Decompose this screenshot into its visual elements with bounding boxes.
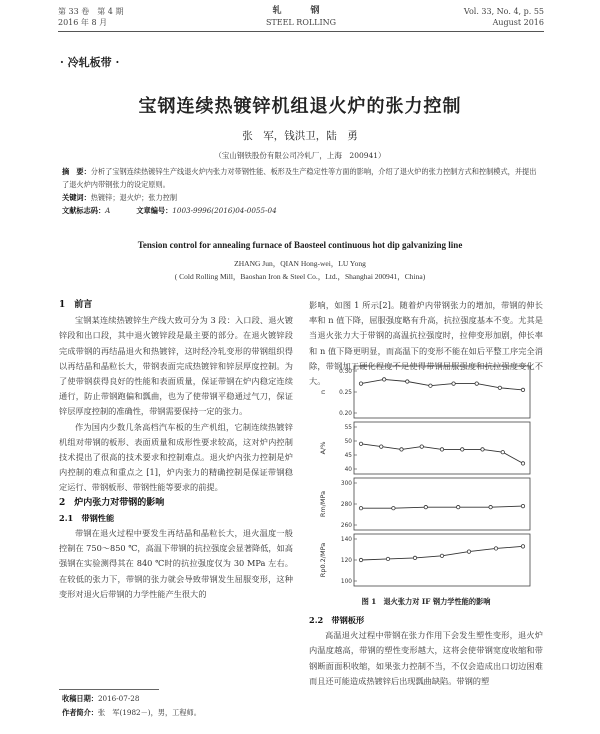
- y-tick-label: 280: [340, 502, 352, 509]
- y-tick-label: 100: [340, 579, 352, 586]
- y-tick-label: 45: [344, 453, 352, 460]
- author-value: 张 军(1982－)，男，工程师。: [97, 708, 201, 717]
- body-column-left: [59, 298, 293, 602]
- data-point: [420, 445, 423, 448]
- data-point: [489, 505, 492, 508]
- section-heading-1: 1 前言: [59, 300, 93, 310]
- series-line: [361, 546, 523, 560]
- running-header: [58, 6, 544, 32]
- data-point: [392, 507, 395, 510]
- title-en: Tension control for annealing furnace of Baosteel continuous hot dip galvanizing line: [137, 240, 463, 250]
- data-point: [481, 448, 484, 451]
- data-point: [521, 545, 524, 548]
- y-axis-label: A/%: [319, 441, 327, 455]
- clc-label: 文献标志码：: [62, 206, 106, 215]
- footnotes: [62, 692, 201, 720]
- abstract-label: 摘 要：: [62, 167, 91, 176]
- data-point: [424, 505, 427, 508]
- section-heading-2: 2 炉内张力对带钢的影响: [59, 497, 165, 508]
- y-tick-label: 300: [340, 481, 352, 488]
- paragraph: 作为国内少数几条高档汽车板的生产机组，它制连续热镀锌机组对带钢的板形、表面质量和成形性要求较高，这对炉内控制技术提出了很高的技术要求和控制难点。退火炉内张力控制是炉内控制的难点和重点之 [1]，炉内张力的精确控制是保证带钢稳定运行、带钢板形、带钢性能等要求的前提。: [59, 421, 293, 493]
- clc-value: A: [105, 206, 111, 215]
- authors-cn: 张 军，钱洪卫，陆 勇: [242, 130, 358, 142]
- data-point: [359, 382, 362, 385]
- affiliation-en: ( Cold Rolling Mill，Baoshan Iron & Steel Co.，Ltd.，Shanghai 200941，China): [174, 272, 426, 281]
- author-bio: [62, 706, 201, 720]
- paragraph: 带钢在退火过程中要发生再结晶和晶粒长大，退火温度一般控制在 750～850 ℃，高温下带钢的抗拉强度会显著降低，如高强钢在实验测得其在 840 ℃时的抗拉强度仅为 30 MPa 左右。在较低的张力下，带钢的张力就会导致带钢发生屈服变形，这种变形对退火后带钢的力学性能产生很大的: [59, 528, 293, 599]
- affiliation-cn: （宝山钢铁股份有限公司冷轧厂，上海 200941）: [214, 151, 386, 160]
- series-line: [361, 444, 523, 464]
- data-point: [380, 445, 383, 448]
- data-point: [521, 504, 524, 507]
- date-en: August 2016: [492, 18, 544, 27]
- series-line: [361, 506, 523, 508]
- data-point: [359, 442, 362, 445]
- data-point: [467, 550, 470, 553]
- data-point: [457, 505, 460, 508]
- paragraph: 宝钢某连续热镀锌生产线大致可分为 3 段：入口段、退火镀锌段和出口段，其中退火镀锌段是最主要的部分。在退火镀锌段完成带钢的再结晶退火和热镀锌，这时经冷轧变形的带钢组织得以再结晶和晶粒长大，带钢表面完成热镀锌和锌层厚度控制。为了使带钢获得良好的性能和表面质量，保证带钢在炉内稳定连续通行，防止带钢跑偏和瓢曲，也为了使带钢平稳通过气刀，保证锌层厚度控制的准确性，带钢需要保持一定的张力。: [59, 315, 293, 417]
- panel-frame: [354, 534, 530, 586]
- received-value: 2016-07-28: [97, 694, 140, 703]
- data-point: [400, 448, 403, 451]
- y-tick-label: 0.20: [339, 411, 352, 418]
- y-tick-label: 0.30: [339, 369, 352, 376]
- data-point: [359, 507, 362, 510]
- title-cn: 宝钢连续热镀锌机组退火炉的张力控制: [138, 96, 462, 117]
- figure-1-caption: 图 1 退火张力对 IF 钢力学性能的影响: [361, 597, 491, 606]
- received-date: [62, 692, 201, 706]
- paragraph: 影响，如图 1 所示[2]。随着炉内带钢张力的增加，带钢的伸长率和 n 值下降，屈服强度略有升高，抗拉强度基本不变。尤其是当退火张力大于带钢的高温抗拉强度时，拉伸变形加剧，伸长率和 n 值下降更明显，而高温下的变形不能在如后平整工序完全消除，带钢加工硬化程度不足使得带钢屈服强度和抗拉强度变化不大。: [309, 300, 543, 387]
- data-point: [498, 386, 501, 389]
- data-point: [521, 388, 524, 391]
- data-point: [440, 448, 443, 451]
- data-point: [386, 557, 389, 560]
- y-tick-label: 140: [340, 537, 352, 544]
- y-axis-label: n: [319, 389, 327, 395]
- y-tick-label: 120: [340, 558, 352, 565]
- keywords-label: 关键词：: [62, 193, 91, 202]
- subsection-heading-2-2: 2.2 带钢板形: [309, 615, 365, 625]
- y-axis-label: Rp0.2/MPa: [319, 542, 327, 578]
- data-point: [521, 462, 524, 465]
- author-label: 作者简介：: [62, 708, 98, 717]
- panel-frame: [354, 478, 530, 530]
- keywords-text: 热镀锌；退火炉；张力控制: [90, 193, 178, 202]
- y-tick-label: 40: [344, 467, 352, 474]
- data-point: [382, 378, 385, 381]
- figure-1: [316, 362, 538, 608]
- journal-name-en: STEEL ROLLING: [265, 18, 337, 27]
- data-point: [406, 380, 409, 383]
- date-cn: 2016 年 8 月: [58, 18, 108, 27]
- abstract-text: 分析了宝钢连续热镀锌生产线退火炉内张力对带钢性能、板形及生产稳定性等方面的影响，介绍了退火炉的张力控制方式和控制模式，并提出了退火炉内带钢张力的设定原则。: [62, 167, 537, 189]
- data-point: [440, 554, 443, 557]
- data-point: [475, 382, 478, 385]
- classification-line: [62, 204, 540, 217]
- article-no-label: 文章编号：: [136, 206, 173, 215]
- y-tick-label: 0.25: [339, 390, 352, 397]
- subsection-heading-2-1: 2.1 带钢性能: [59, 512, 115, 523]
- abstract-block: [62, 165, 540, 217]
- received-label: 收稿日期：: [62, 694, 98, 703]
- body-column-right-lower: [309, 613, 543, 689]
- authors-en: ZHANG Jun，QIAN Hong-wei，LU Yong: [234, 259, 366, 268]
- data-point: [429, 384, 432, 387]
- volume-cn: 第 33 卷 第 4 期: [58, 7, 124, 16]
- y-tick-label: 55: [344, 425, 352, 432]
- header-right: [464, 6, 544, 28]
- y-axis-label: Rm/MPa: [319, 490, 327, 518]
- y-tick-label: 260: [340, 523, 352, 530]
- data-point: [494, 547, 497, 550]
- abstract: [62, 165, 540, 191]
- data-point: [501, 451, 504, 454]
- keywords: [62, 191, 540, 204]
- journal-name-cn: 轧 钢: [272, 6, 330, 16]
- paragraph: 高温退火过程中带钢在张力作用下会发生塑性变形，退火炉内温度越高，带钢的塑性变形越大，这将会使带钢宽度收缩和带钢断面面积收缩，如果张力控制不当，不仅会造成出口切边困难而且还可能造成热镀锌后出现瓢曲缺陷。带钢的塑: [309, 630, 543, 686]
- data-point: [413, 556, 416, 559]
- data-point: [461, 448, 464, 451]
- volume-en: Vol. 33, No. 4, p. 55: [463, 7, 544, 16]
- data-point: [452, 382, 455, 385]
- y-tick-label: 50: [344, 439, 352, 446]
- article-no-value: 1003-9996(2016)04-0055-04: [172, 206, 277, 215]
- header-rule: [58, 31, 544, 32]
- figure-1-chart: [316, 362, 538, 598]
- footnote-rule: [59, 689, 159, 690]
- column-tag: · 冷轧板带 ·: [60, 56, 120, 69]
- panel-frame: [354, 366, 530, 418]
- data-point: [359, 558, 362, 561]
